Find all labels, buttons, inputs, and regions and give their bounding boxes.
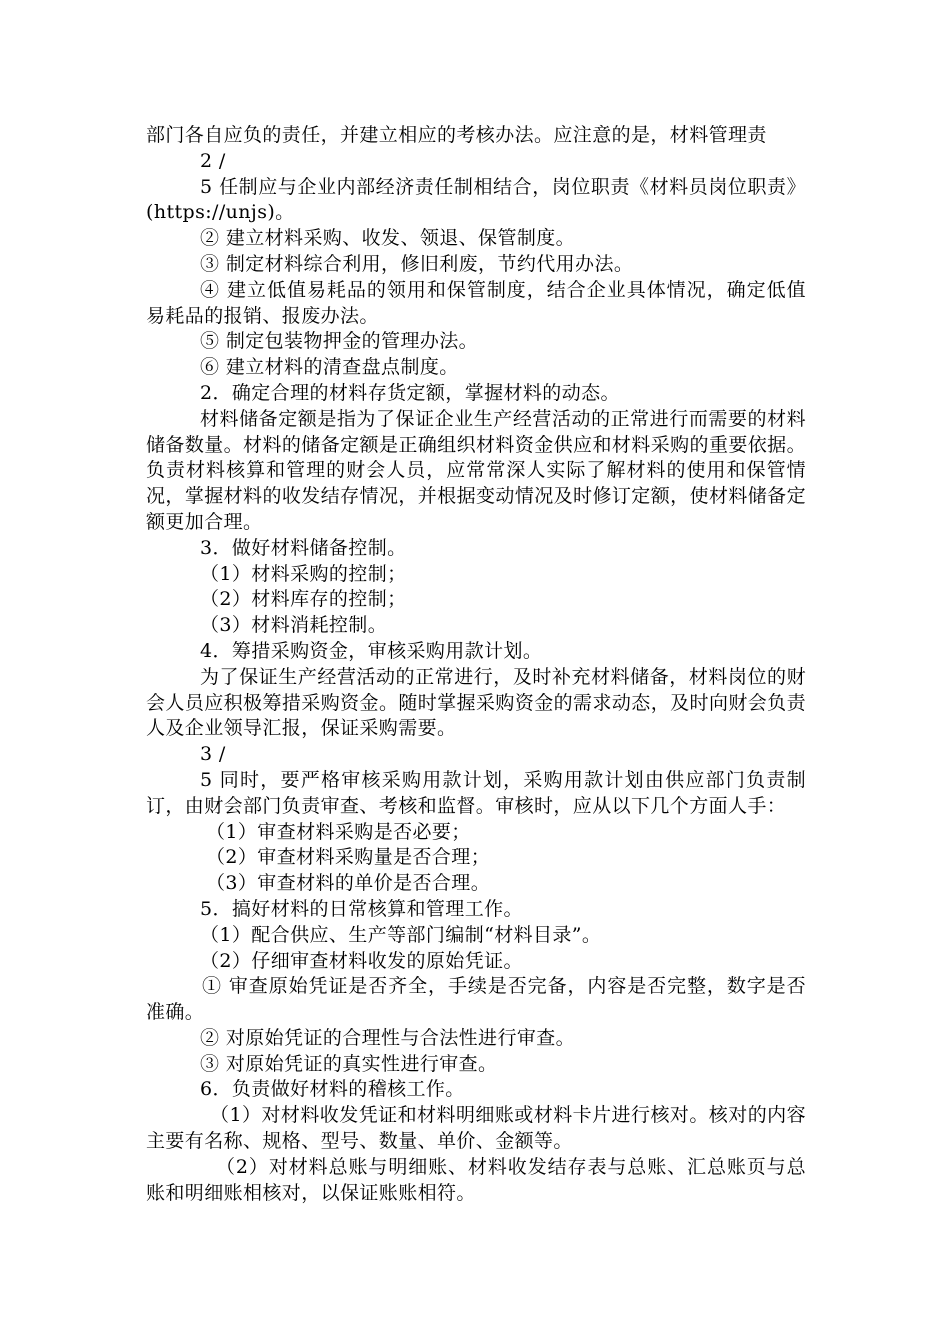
section-heading-6: 6．负责做好材料的稽核工作。 xyxy=(200,1078,465,1101)
page-number: 2 / xyxy=(200,149,226,172)
list-item-voucher-legality: ② 对原始凭证的合理性与合法性进行审查。 xyxy=(200,1026,576,1049)
page-number: 3 / xyxy=(200,743,226,766)
list-item-comprehensive-use: ③ 制定材料综合利用，修旧利废，节约代用办法。 xyxy=(200,252,634,275)
section-heading-4: 4．筹措采购资金，审核采购用款计划。 xyxy=(200,639,543,662)
list-item-review-necessity: （1）审查材料采购是否必要； xyxy=(206,820,471,843)
list-item-voucher-authenticity: ③ 对原始凭证的真实性进行审查。 xyxy=(200,1052,498,1075)
list-item-voucher-completeness: ① 审查原始凭证是否齐全，手续是否完备，内容是否完整，数字是否准确。 xyxy=(146,975,806,1024)
list-item-low-value-consumables: ④ 建立低值易耗品的领用和保管制度，结合企业具体情况，确定低值易耗品的报销、报废办法。 xyxy=(146,278,806,327)
list-item-stock-control: （2）材料库存的控制； xyxy=(200,588,407,611)
paragraph-review-plan: 5 同时，要严格审核采购用款计划，采购用款计划由供应部门负责制订，由财会部门负责审查、考核和监督。审核时，应从以下几个方面人手： xyxy=(146,768,806,817)
paragraph-check-ledgers: （2）对材料总账与明细账、材料收发结存表与总账、汇总账页与总账和明细账相核对，以保证账账相符。 xyxy=(146,1155,806,1204)
document-body xyxy=(146,123,806,1206)
paragraph-funding: 为了保证生产经营活动的正常进行，及时补充材料储备，材料岗位的财会人员应积极筹措采购资金。随时掌握采购资金的需求动态，及时向财会负责人及企业领导汇报，保证采购需要。 xyxy=(146,665,806,740)
list-item-purchase-control: （1）材料采购的控制； xyxy=(200,562,407,585)
section-heading-2: 2．确定合理的材料存货定额，掌握材料的动态。 xyxy=(200,381,620,404)
section-heading-5: 5．搞好材料的日常核算和管理工作。 xyxy=(200,897,523,920)
paragraph-job-duty: 5 任制应与企业内部经济责任制相结合，岗位职责《材料员岗位职责》(https://unjs)。 xyxy=(146,175,806,224)
list-item-procurement-system: ② 建立材料采购、收发、领退、保管制度。 xyxy=(200,227,576,250)
list-item-review-vouchers: （2）仔细审查材料收发的原始凭证。 xyxy=(200,949,523,972)
list-item-inventory-check: ⑥ 建立材料的清查盘点制度。 xyxy=(200,356,459,379)
list-item-material-catalog: （1）配合供应、生产等部门编制“材料目录”。 xyxy=(200,923,602,946)
list-item-consumption-control: （3）材料消耗控制。 xyxy=(200,614,388,637)
list-item-packaging-deposit: ⑤ 制定包装物押金的管理办法。 xyxy=(200,330,479,353)
paragraph-check-vouchers: （1）对材料收发凭证和材料明细账或材料卡片进行核对。核对的内容主要有名称、规格、型号、数量、单价、金额等。 xyxy=(146,1104,806,1153)
list-item-review-quantity: （2）审查材料采购量是否合理； xyxy=(206,846,491,869)
paragraph-responsibility-continued: 部门各自应负的责任，并建立相应的考核办法。应注意的是，材料管理责 xyxy=(146,124,767,146)
section-heading-3: 3．做好材料储备控制。 xyxy=(200,536,407,559)
list-item-review-price: （3）审查材料的单价是否合理。 xyxy=(206,872,491,895)
paragraph-reserve-quota: 材料储备定额是指为了保证企业生产经营活动的正常进行而需要的材料储备数量。材料的储备定额是正确组织材料资金供应和材料采购的重要依据。负责材料核算和管理的财会人员，应常常深人实际了解材料的使用和保管情况，掌握材料的收发结存情况，并根据变动情况及时修订定额，使材料储备定额更加合理。 xyxy=(146,407,806,533)
